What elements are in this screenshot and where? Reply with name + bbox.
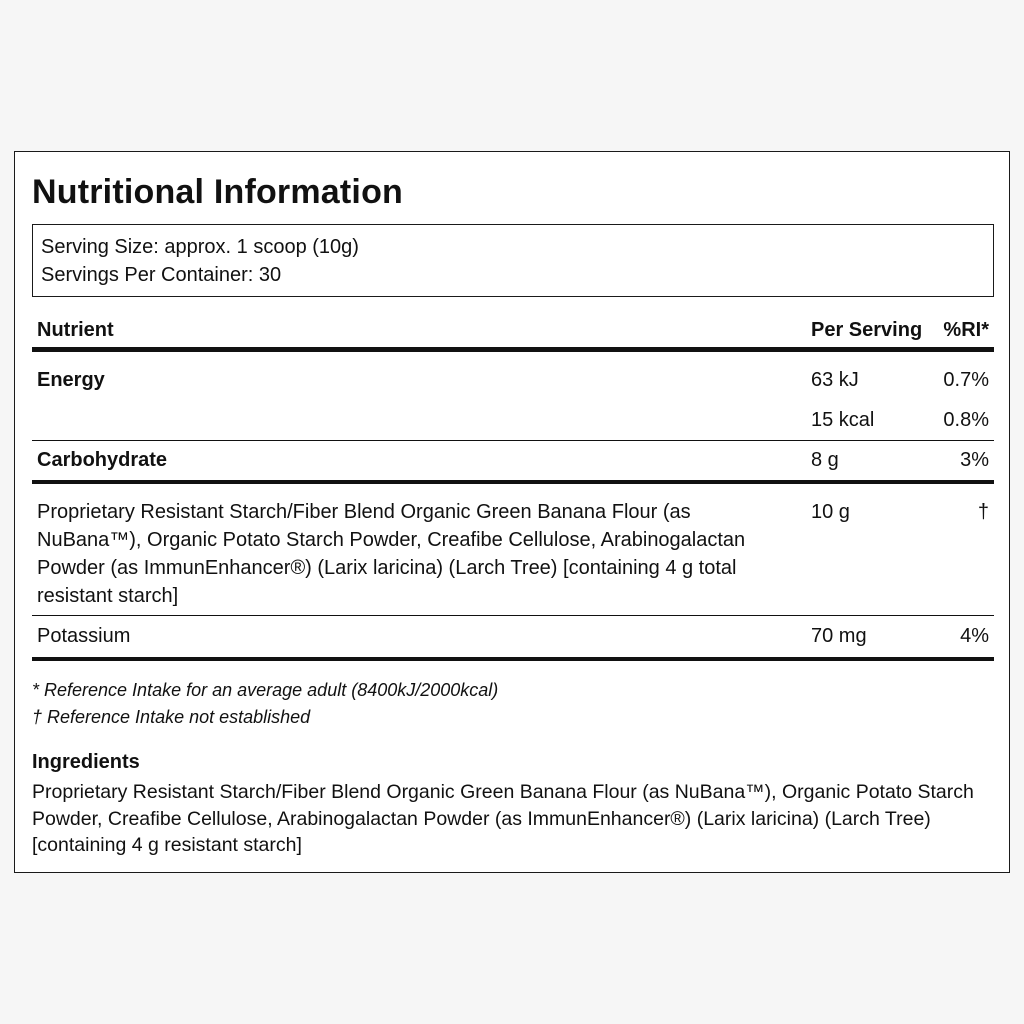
ingredients-heading: Ingredients: [32, 751, 140, 773]
table-row-potassium: [32, 616, 994, 661]
potassium-ri: 4%: [960, 625, 989, 647]
nutrient-name-blend: Proprietary Resistant Starch/Fiber Blend Organic Green Banana Flour (as NuBana™), Organic Potato Starch Powder, Creafibe Cellulose, Arabinogalactan Powder (as ImmunEnhancer®) (Larix laricina) (Larch Tree) [containing 4 g total resistant starch]: [37, 501, 746, 607]
table-row-blend: [32, 484, 994, 616]
nutrient-name-carbohydrate: Carbohydrate: [37, 449, 168, 471]
blend-ri: †: [977, 501, 989, 523]
energy-kcal-ri: 0.8%: [943, 409, 989, 431]
nutrition-panel: [14, 151, 1010, 873]
energy-kj-value: 63 kJ: [811, 369, 859, 391]
header-nutrient: Nutrient: [37, 319, 114, 341]
table-row-carbohydrate: [32, 441, 994, 484]
servings-per-container: Servings Per Container: 30: [41, 264, 282, 286]
panel-title: Nutritional Information: [32, 173, 404, 211]
table-header-row: [32, 314, 994, 352]
serving-info-box: [32, 224, 994, 297]
potassium-value: 70 mg: [811, 625, 867, 647]
nutrient-name-potassium: Potassium: [37, 625, 131, 647]
footnote-dagger: † Reference Intake not established: [32, 707, 311, 727]
nutrient-name-energy: Energy: [37, 369, 105, 391]
blend-value: 10 g: [811, 501, 850, 523]
footnote-reference-intake: * Reference Intake for an average adult (8400kJ/2000kcal): [32, 680, 499, 700]
serving-size: Serving Size: approx. 1 scoop (10g): [41, 236, 359, 258]
carbohydrate-ri: 3%: [960, 449, 989, 471]
carbohydrate-value: 8 g: [811, 449, 839, 471]
header-per-serving: Per Serving: [811, 319, 923, 341]
header-ri: %RI*: [943, 319, 989, 341]
ingredients-text: Proprietary Resistant Starch/Fiber Blend Organic Green Banana Flour (as NuBana™), Organic Potato Starch Powder, Creafibe Cellulose, Arabinogalactan Powder (as ImmunEnhancer®) (Larix laricina) (Larch Tree) [containing 4 g resistant starch]: [32, 781, 974, 856]
table-row-energy: [32, 357, 994, 441]
energy-kcal-value: 15 kcal: [811, 409, 875, 431]
energy-kj-ri: 0.7%: [943, 369, 989, 391]
